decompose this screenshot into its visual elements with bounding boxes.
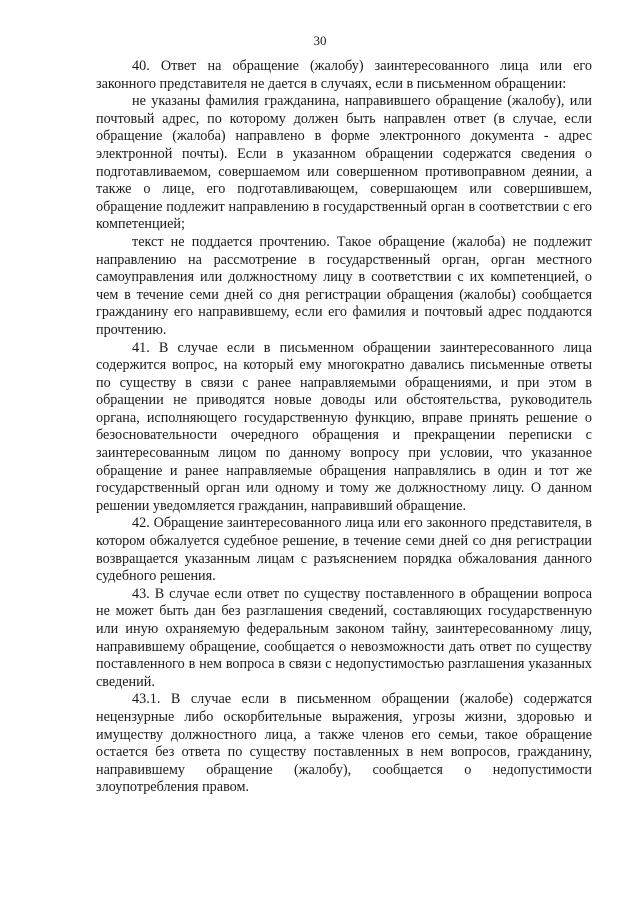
paragraph-40-item-2: текст не поддается прочтению. Такое обращение (жалоба) не подлежит направлению на рассмотрение в государственный орган, орган местного самоуправления или должностному лицу в соответствии с их компетенцией, о чем в течение семи дней со дня регистрации обращения (жалобы) сообщается гражданину его направившему, если его фамилия и почтовый адрес поддаются прочтению.	[96, 233, 592, 338]
paragraph-40: 40. Ответ на обращение (жалобу) заинтересованного лица или его законного представителя не дается в случаях, если в письменном обращении:	[96, 58, 592, 92]
paragraph-41: 41. В случае если в письменном обращении заинтересованного лица содержится вопрос, на который ему многократно давались письменные ответы по существу в связи с ранее направляемыми обращениями, и при этом в обращении не приводятся новые доводы или обстоятельства, руководитель органа, исполняющего государственную функцию, вправе принять решение о безосновательности очередного обращения и прекращении переписки с заинтересованным лицом по данному вопросу при условии, что указанное обращение и ранее направляемые обращения направлялись в один и тот же государственный орган или одному и тому же должностному лицу. О данном решении уведомляется гражданин, направивший обращение.	[96, 339, 592, 514]
paragraph-42: 42. Обращение заинтересованного лица или его законного представителя, в котором обжалуется судебное решение, в течение семи дней со дня регистрации возвращается указанным лицам с разъяснением порядка обжалования данного судебного решения.	[96, 515, 592, 585]
paragraph-43: 43. В случае если ответ по существу поставленного в обращении вопроса не может быть дан без разглашения сведений, составляющих государственную или иную охраняемую федеральным законом тайну, заинтересованному лицу, направившему обращение, сообщается о невозможности дать ответ по существу поставленного в нем вопроса в связи с недопустимостью разглашения указанных сведений.	[96, 585, 592, 690]
document-body	[96, 58, 592, 797]
page-number: 30	[313, 33, 327, 48]
paragraph-43-1: 43.1. В случае если в письменном обращении (жалобе) содержатся нецензурные либо оскорбительные выражения, угрозы жизни, здоровью и имуществу должностного лица, а также членов его семьи, такое обращение остается без ответа по существу поставленных в нем вопросов, гражданину, направившему обращение (жалобу), сообщается о недопустимости злоупотребления правом.	[96, 691, 592, 796]
paragraph-40-item-1: не указаны фамилия гражданина, направившего обращение (жалобу), или почтовый адрес, по которому должен быть направлен ответ (в случае, если обращение (жалоба) направлено в форме электронного документа - адрес электронной почты). Если в указанном обращении содержатся сведения о подготавливаемом, совершаемом или совершенном противоправном деянии, а также о лице, его подготавливающем, совершающем или совершившем, обращение подлежит направлению в государственный орган в соответствии с его компетенцией;	[96, 93, 592, 233]
